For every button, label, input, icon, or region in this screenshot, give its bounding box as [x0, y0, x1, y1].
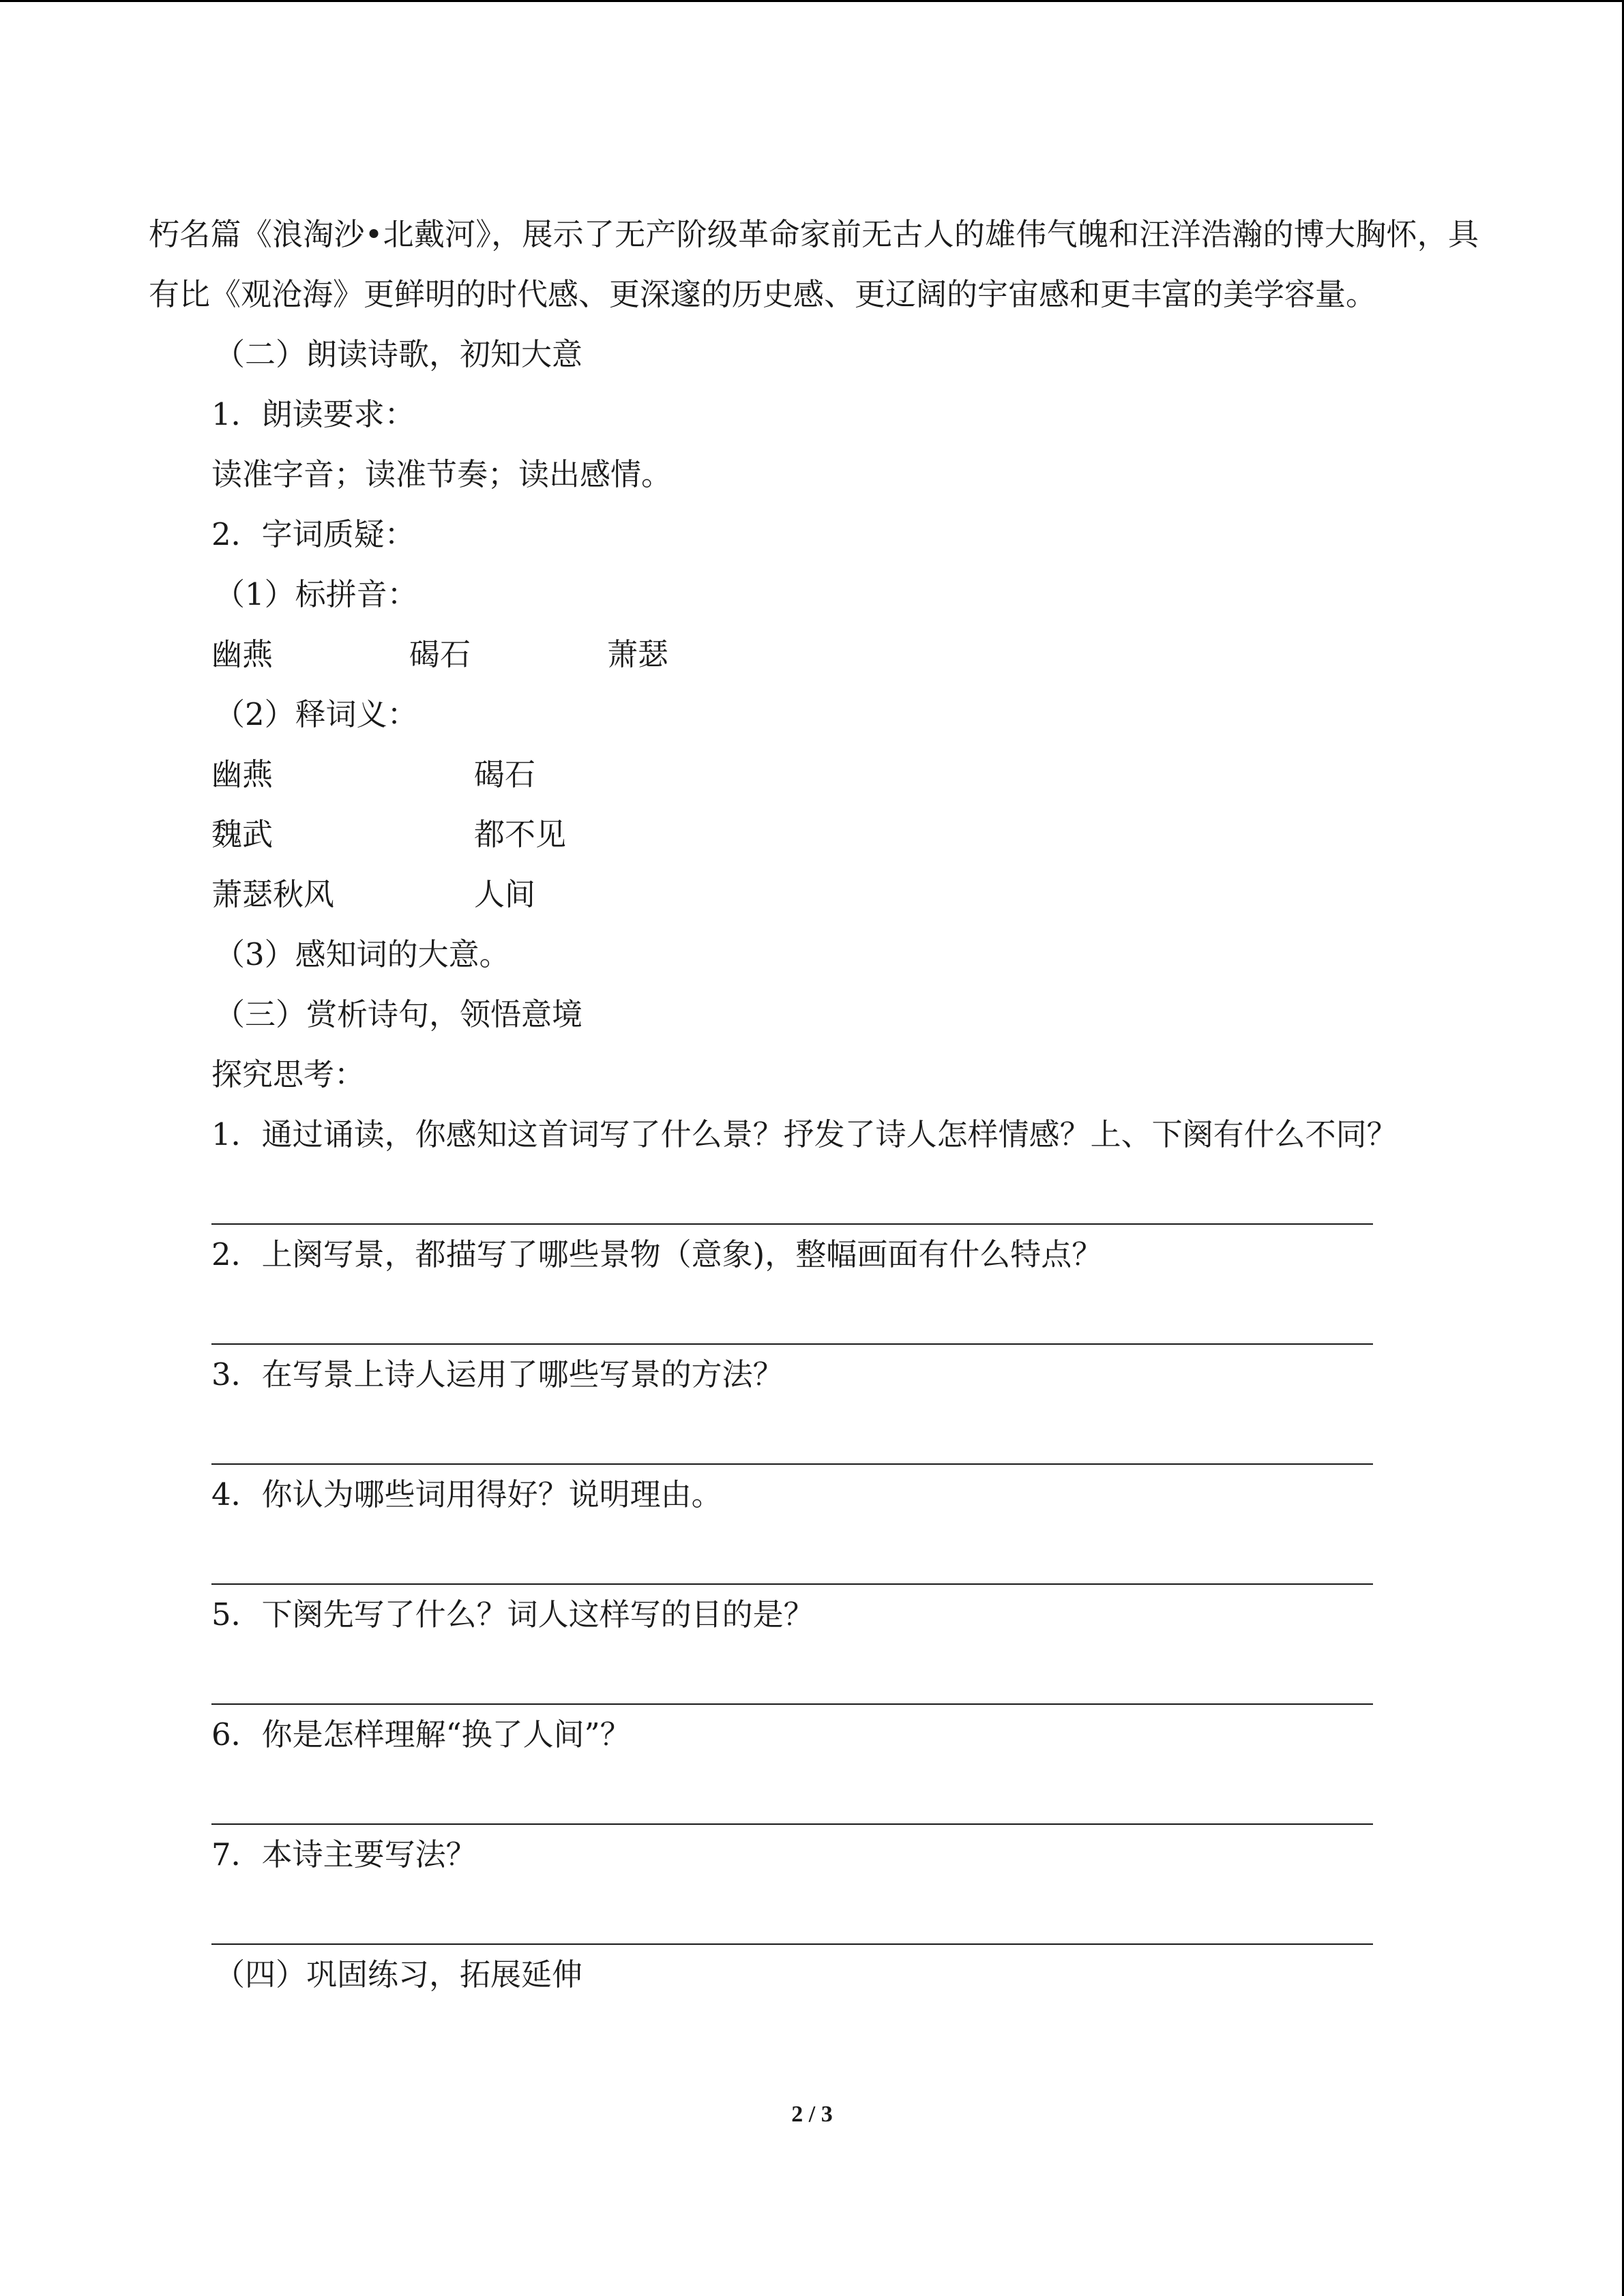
word-meaning-term: 幽燕: [211, 756, 274, 792]
general-meaning-title: （3）感知词的大意。: [214, 936, 510, 972]
pinyin-word: 幽燕: [211, 636, 274, 672]
answer-line-6[interactable]: [211, 1765, 1373, 1825]
page-number: 2 / 3: [791, 2102, 833, 2127]
answer-line-3[interactable]: [211, 1405, 1373, 1465]
question-5: 5．下阕先写了什么？词人这样写的目的是？: [211, 1596, 814, 1632]
pinyin-title: （1）标拼音：: [214, 576, 418, 612]
intro-paragraph: 朽名篇《浪淘沙•北戴河》，展示了无产阶级革命家前无古人的雄伟气魄和汪洋浩瀚的博大胸怀，具有比《观沧海》更鲜明的时代感、更深邃的历史感、更辽阔的宇宙感和更丰富的美学容量。: [149, 216, 1479, 312]
page-border-top: [0, 0, 1624, 2]
word-meaning-term: 萧瑟秋风: [211, 876, 335, 912]
word-meaning-title: （2）释词义：: [214, 696, 418, 732]
pinyin-word: 萧瑟: [607, 636, 669, 672]
explore-title: 探究思考：: [211, 1056, 366, 1092]
word-meaning-row: [149, 745, 1479, 805]
vocabulary-questions-title: 2．字词质疑：: [211, 516, 415, 552]
reading-requirements-text: 读准字音；读准节奏；读出感情。: [211, 456, 673, 492]
section-2-heading: （二）朗读诗歌，初知大意: [214, 336, 583, 372]
question-4: 4．你认为哪些词用得好？说明理由。: [211, 1476, 722, 1512]
answer-line-4[interactable]: [211, 1525, 1373, 1585]
pinyin-word: 碣石: [409, 636, 471, 672]
reading-requirements-title: 1．朗读要求：: [211, 396, 415, 432]
answer-line-1[interactable]: [211, 1165, 1373, 1225]
pinyin-words-row: [149, 625, 1479, 685]
page-content: [149, 205, 1479, 2005]
answer-line-5[interactable]: [211, 1645, 1373, 1705]
question-2: 2．上阕写景，都描写了哪些景物（意象)，整幅画面有什么特点？: [211, 1236, 1103, 1272]
word-meaning-term: 人间: [474, 876, 536, 912]
question-7: 7．本诗主要写法？: [211, 1836, 477, 1873]
word-meaning-term: 魏武: [211, 816, 274, 852]
question-1: 1．通过诵读，你感知这首词写了什么景？抒发了诗人怎样情感？上、下阕有什么不同？: [211, 1116, 1398, 1152]
question-6: 6．你是怎样理解“换了人间”？: [211, 1716, 631, 1753]
section-4-heading: （四）巩固练习，拓展延伸: [214, 1956, 583, 1993]
question-3: 3．在写景上诗人运用了哪些写景的方法？: [211, 1356, 784, 1392]
answer-line-7[interactable]: [211, 1885, 1373, 1945]
word-meaning-term: 都不见: [474, 816, 567, 852]
answer-line-2[interactable]: [211, 1285, 1373, 1345]
word-meaning-row: [149, 865, 1479, 925]
section-3-heading: （三）赏析诗句，领悟意境: [214, 996, 583, 1032]
word-meaning-term: 碣石: [474, 756, 536, 792]
word-meaning-row: [149, 805, 1479, 865]
